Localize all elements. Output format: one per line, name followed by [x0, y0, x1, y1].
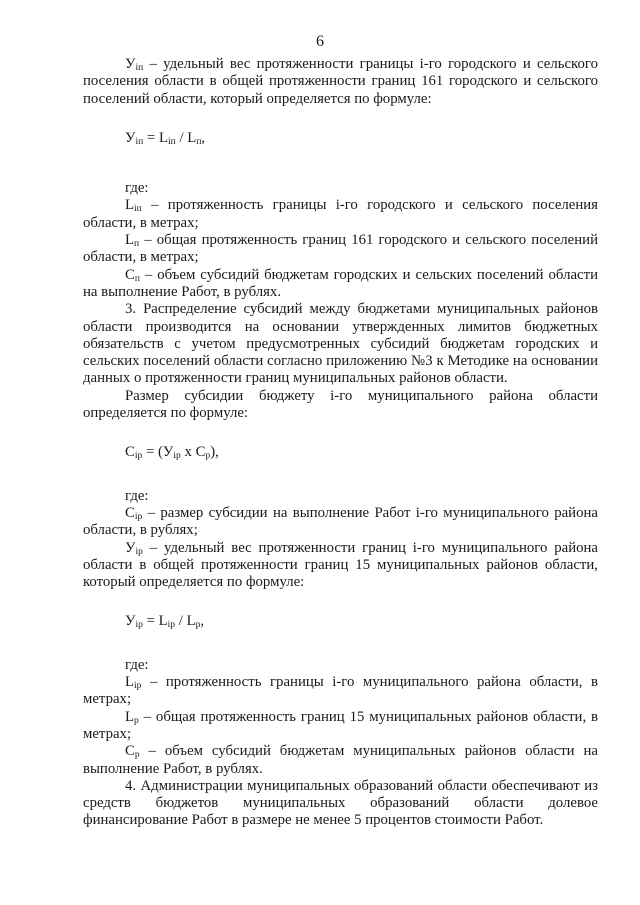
text-run: ), [210, 444, 219, 461]
subscript: ip [135, 620, 143, 631]
subscript: ip [135, 546, 143, 557]
text-run: – удельный вес протяженности границ i-го муниципального района области в общей протяженности границ 15 муниципальных районов области, который определяется по формуле: [83, 539, 598, 591]
text-run: , [201, 129, 206, 146]
subscript: ip [134, 511, 143, 522]
text-run: У [125, 56, 136, 72]
text-run: x С [180, 444, 206, 461]
text-run: – объем субсидий бюджетам городских и сельских поселений области на выполнение Работ, в рублях. [83, 266, 598, 300]
definition-lip [83, 197, 598, 232]
text-run: 3. Распределение субсидий между бюджетами муниципальных районов области производится на основании утвержденных лимитов бюджетных обязательств с учетом предусмотренных субсидий бюджетам городских и сельских поселений области согласно приложению №3 к Методике на основании данных о протяженности границ муниципальных районов области. [83, 301, 598, 387]
text-run: где: [125, 180, 149, 197]
subscript: p [134, 750, 140, 761]
where-label [83, 488, 598, 505]
definition-lp-district [83, 709, 598, 744]
formula-uip [125, 130, 598, 147]
text-run: L [125, 708, 135, 725]
text-run: – общая протяженность границ 15 муниципальных районов области, в метрах; [83, 708, 598, 742]
where-label [83, 657, 598, 674]
text-run: L [125, 197, 135, 214]
paragraph-uip-definition [83, 56, 598, 108]
text-run: = L [142, 613, 168, 630]
text-run: С [125, 504, 135, 521]
subscript: iп [135, 136, 144, 147]
text-run: У [125, 539, 136, 556]
text-run: L [125, 674, 135, 691]
subscript: iп [134, 204, 142, 215]
text-run: С [125, 266, 135, 283]
text-run: L [125, 232, 135, 249]
subscript: p [134, 715, 139, 726]
text-run: – удельный вес протяженности границы i-го городского и сельского поселения области в общей протяженности границ 161 городского и сельского поселений области, который определяется по формуле: [83, 56, 598, 107]
definition-lp [83, 232, 598, 267]
subscript: p [205, 451, 211, 462]
text-run: – протяженность границы i-го муниципального района области, в метрах; [83, 674, 598, 708]
formula-uip-district [125, 613, 598, 630]
subscript: iп [168, 136, 176, 147]
subscript: ip [134, 681, 142, 692]
text-run: = (У [142, 444, 174, 461]
text-run: – общая протяженность границ 161 городского и сельского поселений области, в метрах; [83, 232, 598, 266]
paragraph-section-3 [83, 301, 598, 387]
subscript: п [134, 273, 140, 284]
subscript: п [134, 239, 140, 250]
text-run: – протяженность границы i-го городского и сельского поселения области, в метрах; [83, 197, 598, 231]
where-label [83, 180, 598, 197]
subscript: p [195, 620, 201, 631]
definition-sip [83, 505, 598, 540]
subscript: ip [134, 451, 143, 462]
subscript: iп [135, 63, 144, 73]
definition-lip-district [83, 674, 598, 709]
definition-uip-district [83, 540, 598, 592]
text-run: где: [125, 656, 149, 673]
paragraph-section-4 [83, 778, 598, 830]
document-body [83, 56, 598, 830]
text-run: С [125, 444, 135, 461]
text-run: = L [143, 129, 169, 146]
text-run: У [125, 613, 136, 630]
page-number: 6 [316, 33, 324, 50]
text-run: / L [175, 613, 196, 630]
text-run: Размер субсидии бюджету i-го муниципального района области определяется по формуле: [83, 387, 598, 422]
text-run: У [125, 129, 136, 146]
subscript: ip [173, 451, 181, 462]
paragraph-subsidy-size [83, 388, 598, 423]
formula-sip [125, 444, 598, 461]
text-run: С [125, 743, 135, 760]
text-run: где: [125, 487, 149, 504]
definition-sp-district [83, 743, 598, 778]
text-run: / L [175, 129, 197, 146]
text-run: – объем субсидий бюджетам муниципальных районов области на выполнение Работ, в рублях. [83, 743, 598, 777]
text-run: , [200, 613, 205, 630]
definition-sp [83, 267, 598, 302]
subscript: ip [167, 620, 176, 631]
subscript: п [196, 136, 202, 147]
text-run: – размер субсидии на выполнение Работ i-го муниципального района области, в рублях; [83, 504, 598, 539]
text-run: 4. Администрации муниципальных образований области обеспечивают из средств бюджетов муниципальных образований области долевое финансирование Работ в размере не менее 5 процентов стоимости Работ. [83, 777, 598, 829]
